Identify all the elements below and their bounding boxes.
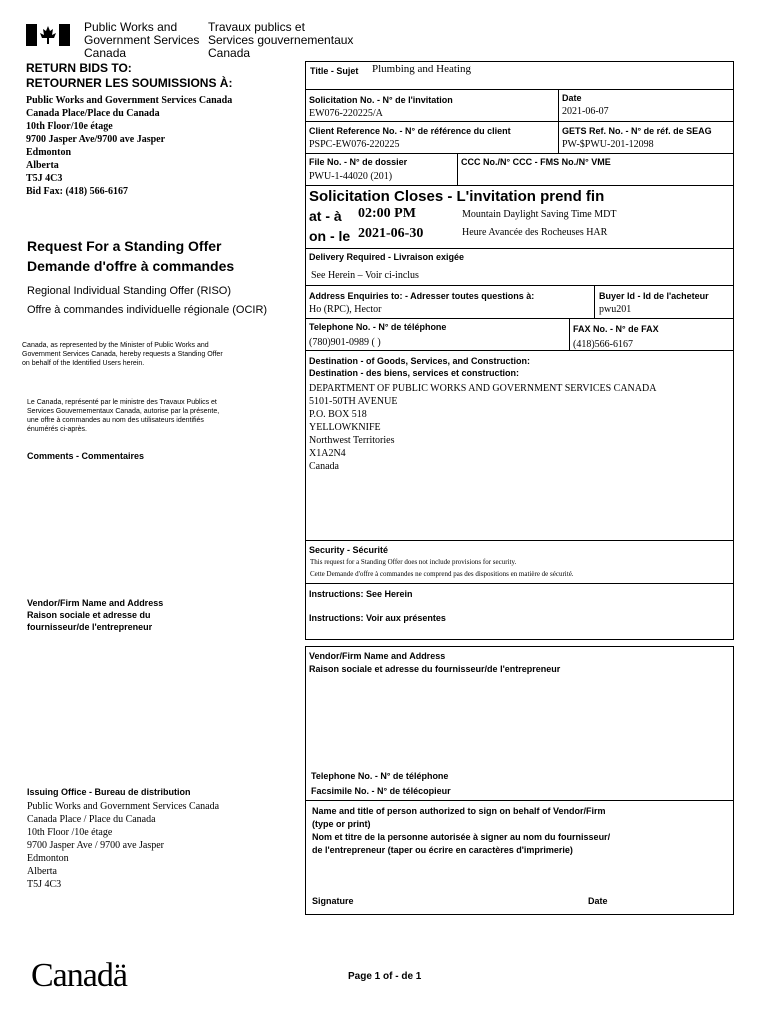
department-name-fr: Travaux publics et Services gouvernementaux Canada bbox=[208, 20, 354, 60]
return-bids-address: Public Works and Government Services Canada Canada Place/Place du Canada 10th Floor/10e étage 9700 Jasper Ave/9700 ave Jasper Edmonton Alberta T5J 4C3 Bid Fax: (418) 566-6167 bbox=[26, 95, 233, 197]
gets-ref-value: PW-$PWU-201-12098 bbox=[562, 139, 654, 150]
request-subtitle: Regional Individual Standing Offer (RISO) Offre à commandes individuelle régionale (OCIR) bbox=[27, 285, 268, 316]
destination-label-fr: Destination - des biens, services et construction: bbox=[309, 368, 520, 378]
vendor-left-label: Vendor/Firm Name and Address Raison sociale et adresse du fournisseur/de l'entrepreneur bbox=[27, 598, 164, 632]
closing-time-label: at - à bbox=[309, 208, 342, 224]
telephone-label: Telephone No. - N° de téléphone bbox=[309, 322, 447, 332]
gets-ref-label: GETS Ref. No. - N° de réf. de SEAG bbox=[562, 126, 712, 136]
solicitation-no-value: EW076-220225/A bbox=[309, 108, 383, 119]
return-bids-title: RETURN BIDS TO: RETOURNER LES SOUMISSIONS À: bbox=[26, 61, 233, 90]
date-value: 2021-06-07 bbox=[562, 106, 609, 117]
canada-wordmark: Canadä bbox=[31, 957, 127, 994]
request-title: Request For a Standing Offer Demande d'offre à commandes bbox=[27, 238, 235, 274]
address-enquiries-label: Address Enquiries to: - Adresser toutes questions à: bbox=[309, 291, 535, 301]
request-paragraph-fr: Le Canada, représenté par le ministre des Travaux Publics et Services Gouvernementaux Canada, autorise par la présente, une offre à commandes au nom des utilisateurs identifiés énumérés ci-après. bbox=[27, 399, 220, 433]
time-zone-fr: Heure Avancée des Rocheuses HAR bbox=[462, 227, 608, 238]
delivery-required-value: See Herein – Voir ci-inclus bbox=[311, 270, 419, 281]
department-name-en: Public Works and Government Services Canada bbox=[84, 20, 200, 60]
security-label: Security - Sécurité bbox=[309, 545, 389, 555]
closing-date-value: 2021-06-30 bbox=[358, 226, 424, 241]
time-zone-en: Mountain Daylight Saving Time MDT bbox=[462, 209, 617, 220]
ccc-no-label: CCC No./N° CCC - FMS No./N° VME bbox=[461, 157, 611, 167]
vendor-name-label: Vendor/Firm Name and Address bbox=[309, 651, 446, 661]
security-text-en: This request for a Standing Offer does not include provisions for security. bbox=[310, 558, 517, 566]
solicitation-no-label: Solicitation No. - N° de l'invitation bbox=[309, 95, 453, 105]
buyer-id-label: Buyer Id - Id de l'acheteur bbox=[599, 291, 709, 301]
buyer-id-value: pwu201 bbox=[599, 304, 632, 315]
authorized-person-label: Name and title of person authorized to sign on behalf of Vendor/Firm (type or print) Nom et titre de la personne autorisée à signer au nom du fournisseur/ de l'entrepreneur (taper ou écrire en caractères d'imprimerie) bbox=[312, 806, 611, 855]
closing-time-value: 02:00 PM bbox=[358, 206, 416, 221]
vendor-telephone-label: Telephone No. - N° de téléphone bbox=[311, 771, 449, 781]
issuing-office-label: Issuing Office - Bureau de distribution bbox=[27, 787, 191, 797]
instructions-en: Instructions: See Herein bbox=[309, 589, 413, 599]
fax-value: (418)566-6167 bbox=[573, 339, 633, 350]
vendor-address-label: Raison sociale et adresse du fournisseur/de l'entrepreneur bbox=[309, 664, 561, 674]
issuing-office-address: Public Works and Government Services Canada Canada Place / Place du Canada 10th Floor /10e étage 9700 Jasper Ave / 9700 ave Jasper Edmonton Alberta T5J 4C3 bbox=[27, 801, 220, 890]
vendor-facsimile-label: Facsimile No. - N° de télécopieur bbox=[311, 786, 451, 796]
telephone-value: (780)901-0989 ( ) bbox=[309, 337, 381, 348]
file-no-label: File No. - N° de dossier bbox=[309, 157, 408, 167]
destination-label-en: Destination - of Goods, Services, and Construction: bbox=[309, 356, 531, 366]
comments-label: Comments - Commentaires bbox=[27, 451, 145, 461]
title-label: Title - Sujet bbox=[310, 66, 359, 76]
page-number: Page 1 of - de 1 bbox=[348, 971, 422, 982]
file-no-value: PWU-1-44020 (201) bbox=[309, 171, 393, 182]
fax-label: FAX No. - N° de FAX bbox=[573, 324, 659, 334]
address-enquiries-value: Ho (RPC), Hector bbox=[309, 304, 382, 315]
date-label: Date bbox=[562, 93, 582, 103]
delivery-required-label: Delivery Required - Livraison exigée bbox=[309, 252, 465, 262]
client-reference-value: PSPC-EW076-220225 bbox=[309, 139, 400, 150]
closing-date-label: on - le bbox=[309, 228, 351, 244]
destination-address: DEPARTMENT OF PUBLIC WORKS AND GOVERNMENT SERVICES CANADA 5101-50TH AVENUE P.O. BOX 518 YELLOWKNIFE Northwest Territories X1A2N4 Canada bbox=[309, 383, 657, 472]
instructions-fr: Instructions: Voir aux présentes bbox=[309, 613, 446, 623]
signature-label: Signature bbox=[312, 896, 354, 906]
title-value: Plumbing and Heating bbox=[372, 63, 471, 75]
request-paragraph-en: Canada, as represented by the Minister of Public Works and Government Services Canada, hereby requests a Standing Offer on behalf of the Identified Users herein. bbox=[22, 342, 223, 367]
security-text-fr: Cette Demande d'offre à commandes ne comprend pas des dispositions en matière de sécurité. bbox=[310, 570, 574, 578]
client-reference-label: Client Reference No. - N° de référence du client bbox=[309, 126, 511, 136]
canada-flag-icon bbox=[26, 24, 70, 46]
signature-date-label: Date bbox=[588, 896, 608, 906]
solicitation-closes-title: Solicitation Closes - L'invitation prend fin bbox=[309, 188, 605, 205]
